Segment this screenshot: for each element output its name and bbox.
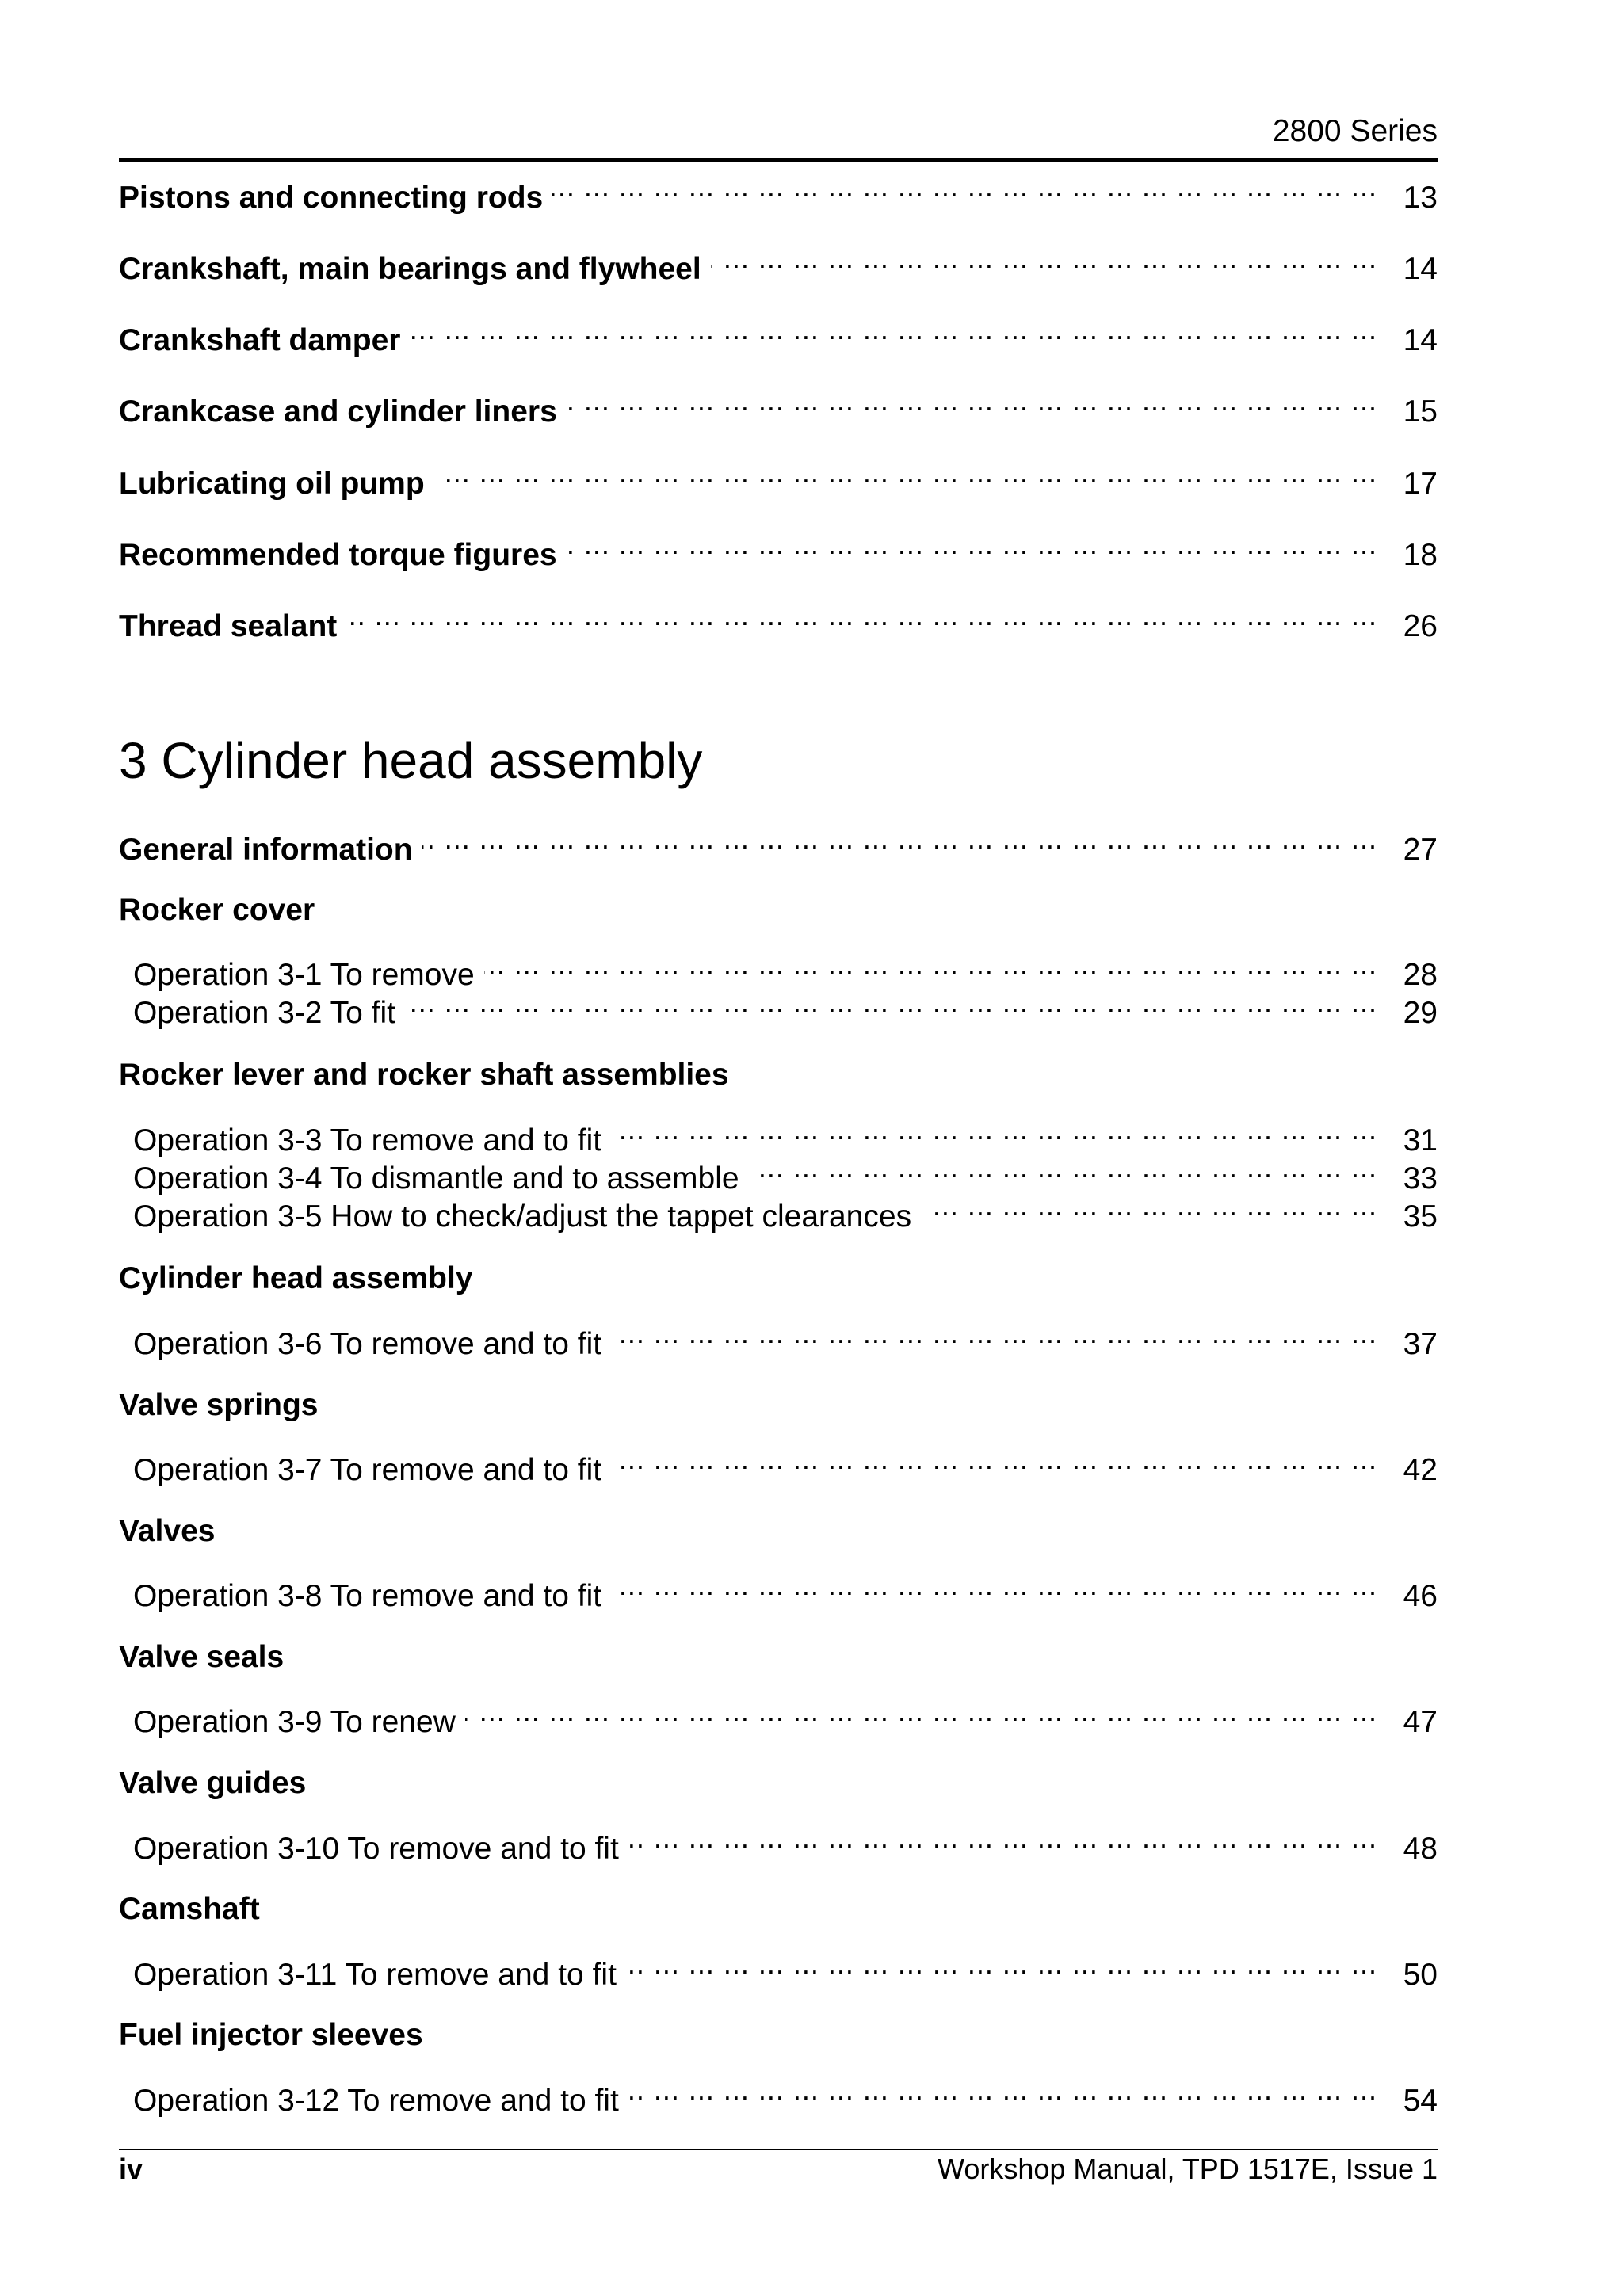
toc-operation-entry[interactable] <box>133 1109 1438 1158</box>
toc-entry-title: Thread sealant <box>119 609 338 643</box>
toc-page-number: 15 <box>1403 395 1438 429</box>
toc-entry-title: Operation 3-3 To remove and to fit <box>133 1123 602 1158</box>
toc-page-number: 54 <box>1403 2084 1438 2118</box>
toc-entry-title: Operation 3-8 To remove and to fit <box>133 1579 602 1613</box>
toc-entry-title: Operation 3-9 To renew <box>133 1705 456 1739</box>
toc-operation-entry[interactable] <box>133 1147 1438 1196</box>
toc-entry-title: Operation 3-2 To fit <box>133 996 395 1030</box>
toc-page-number: 47 <box>1403 1705 1438 1739</box>
dot-leader <box>611 1109 1377 1150</box>
toc-section-heading: Rocker cover <box>119 893 315 927</box>
dot-leader <box>611 1565 1377 1606</box>
dot-leader <box>567 380 1377 421</box>
header-rule <box>119 158 1438 162</box>
toc-entry-title: Operation 3-4 To dismantle and to assemble <box>133 1161 739 1196</box>
toc-section-heading: Valve springs <box>119 1388 319 1422</box>
toc-entry[interactable] <box>119 452 1438 501</box>
toc-section-heading: Camshaft <box>119 1892 260 1926</box>
toc-page-number: 27 <box>1403 833 1438 867</box>
toc-section-heading: Valve seals <box>119 1640 285 1674</box>
dot-leader <box>567 524 1377 565</box>
toc-entry-title: Crankshaft, main bearings and flywheel <box>119 252 701 286</box>
dot-leader <box>611 1313 1377 1354</box>
toc-entry-title: Operation 3-6 To remove and to fit <box>133 1327 602 1361</box>
dot-leader <box>711 238 1377 279</box>
dot-leader <box>552 166 1377 208</box>
toc-operation-entry[interactable] <box>133 1439 1438 1487</box>
toc-entry-title: General information <box>119 833 413 867</box>
toc-section-heading: Fuel injector sleeves <box>119 2018 423 2052</box>
toc-page-number: 46 <box>1403 1579 1438 1613</box>
toc-page-number: 26 <box>1403 609 1438 643</box>
toc-section-heading: Cylinder head assembly <box>119 1261 473 1295</box>
toc-entry-title: Operation 3-12 To remove and to fit <box>133 2084 619 2118</box>
toc-page-number: 14 <box>1403 252 1438 286</box>
footer-rule <box>119 2149 1438 2150</box>
toc-entry-title: Operation 3-10 To remove and to fit <box>133 1832 619 1866</box>
dot-leader <box>628 1817 1377 1859</box>
toc-page-number: 13 <box>1403 181 1438 215</box>
toc-entry[interactable] <box>119 524 1438 572</box>
toc-operation-entry[interactable] <box>133 1943 1438 1992</box>
toc-entry[interactable] <box>119 595 1438 643</box>
dot-leader <box>626 1943 1377 1985</box>
toc-section-heading: Valve guides <box>119 1766 307 1800</box>
dot-leader <box>405 982 1377 1023</box>
toc-entry[interactable] <box>119 380 1438 429</box>
toc-page-number: 37 <box>1403 1327 1438 1361</box>
toc-entry-title: Operation 3-5 How to check/adjust the tappet clearances <box>133 1199 912 1234</box>
series-header: 2800 Series <box>1272 114 1438 148</box>
toc-operation-entry[interactable] <box>133 1313 1438 1361</box>
dot-leader <box>484 944 1377 985</box>
toc-page-number: 33 <box>1403 1161 1438 1196</box>
toc-page-number: 50 <box>1403 1958 1438 1992</box>
dot-leader <box>465 1691 1377 1732</box>
footer-manual-title: Workshop Manual, TPD 1517E, Issue 1 <box>937 2153 1438 2185</box>
toc-operation-entry[interactable] <box>133 1817 1438 1866</box>
toc-operation-entry[interactable] <box>133 982 1438 1030</box>
toc-page <box>119 0 1438 2296</box>
toc-entry-title: Crankshaft damper <box>119 323 401 357</box>
toc-operation-entry[interactable] <box>133 1565 1438 1613</box>
toc-page-number: 48 <box>1403 1832 1438 1866</box>
toc-section-heading: Rocker lever and rocker shaft assemblies <box>119 1058 729 1092</box>
toc-page-number: 18 <box>1403 538 1438 572</box>
toc-page-number: 29 <box>1403 996 1438 1030</box>
dot-leader <box>628 2069 1377 2111</box>
toc-entry-title: Operation 3-11 To remove and to fit <box>133 1958 617 1992</box>
toc-entry-title: Crankcase and cylinder liners <box>119 395 557 429</box>
toc-page-number: 31 <box>1403 1123 1438 1158</box>
toc-operation-entry[interactable] <box>133 2069 1438 2118</box>
dot-leader <box>422 818 1377 860</box>
toc-entry-title: Operation 3-1 To remove <box>133 958 475 992</box>
dot-leader <box>410 309 1377 350</box>
footer-page-number: iv <box>119 2153 143 2185</box>
toc-operation-entry[interactable] <box>133 1691 1438 1739</box>
toc-page-number: 35 <box>1403 1199 1438 1234</box>
toc-entry-title: Recommended torque figures <box>119 538 557 572</box>
toc-page-number: 42 <box>1403 1453 1438 1487</box>
toc-entry-title: Operation 3-7 To remove and to fit <box>133 1453 602 1487</box>
dot-leader <box>611 1439 1377 1480</box>
toc-page-number: 14 <box>1403 323 1438 357</box>
chapter-title: 3 Cylinder head assembly <box>119 732 703 789</box>
dot-leader <box>346 595 1377 636</box>
toc-entry-title: Lubricating oil pump <box>119 467 425 501</box>
dot-leader <box>921 1185 1377 1226</box>
toc-page-number: 17 <box>1403 467 1438 501</box>
toc-entry-title: Pistons and connecting rods <box>119 181 544 215</box>
toc-entry[interactable] <box>119 309 1438 357</box>
dot-leader <box>749 1147 1377 1188</box>
toc-page-number: 28 <box>1403 958 1438 992</box>
toc-entry[interactable] <box>119 818 1438 867</box>
toc-entry[interactable] <box>119 166 1438 215</box>
toc-operation-entry[interactable] <box>133 944 1438 992</box>
toc-section-heading: Valves <box>119 1514 216 1548</box>
dot-leader <box>434 452 1377 494</box>
toc-entry[interactable] <box>119 238 1438 286</box>
toc-operation-entry[interactable] <box>133 1185 1438 1234</box>
